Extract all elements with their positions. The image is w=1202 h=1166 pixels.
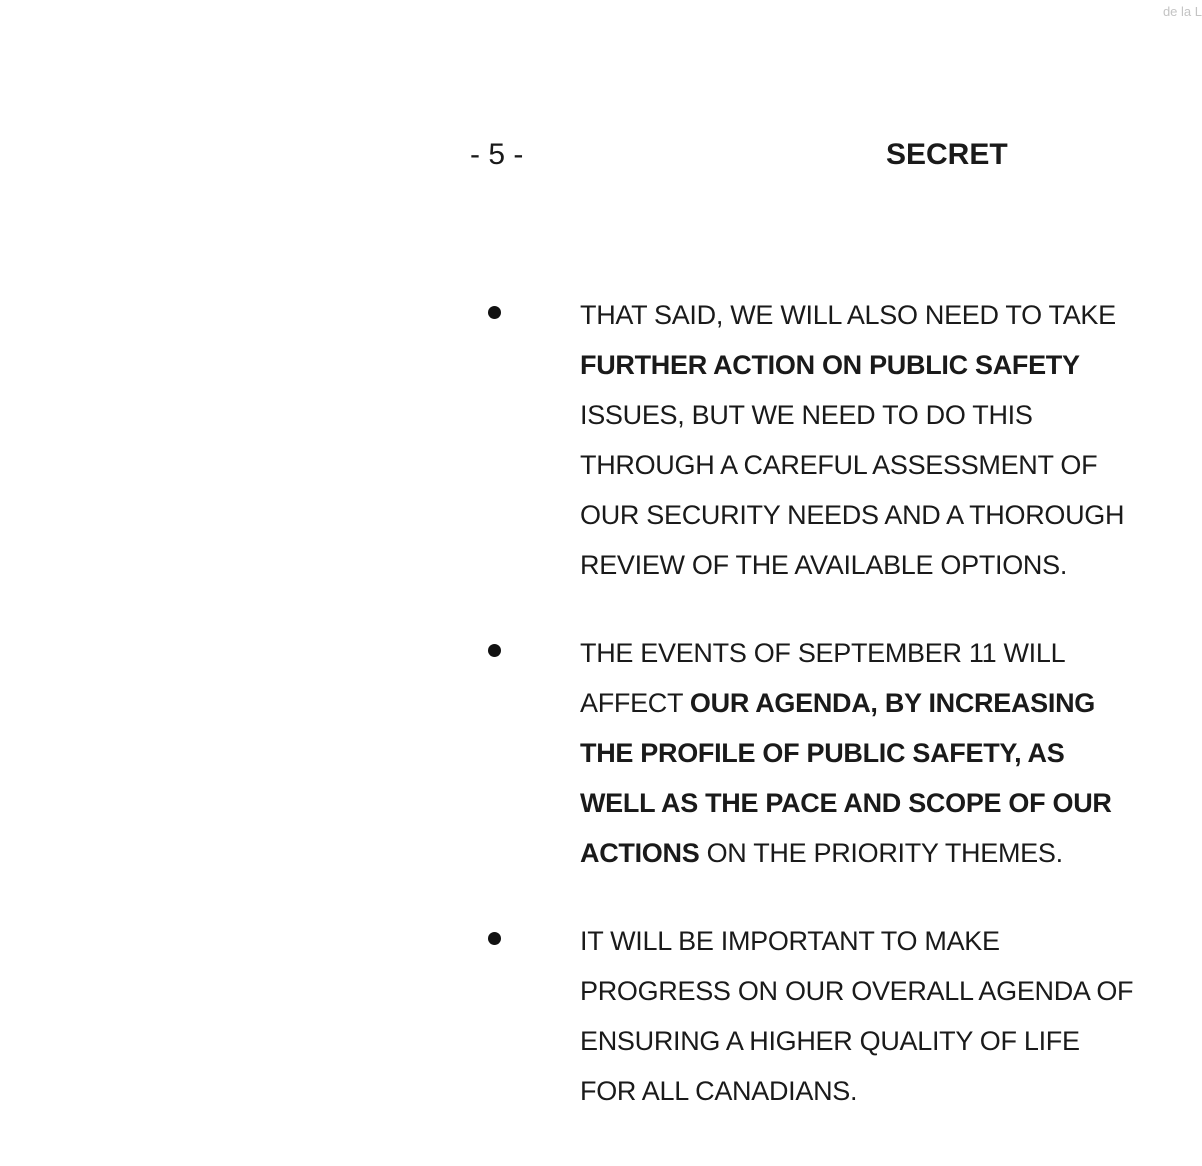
bullet-item-2 [480,628,1180,878]
bullet-text [580,290,1180,590]
page-number: - 5 - [470,138,524,171]
bullet-dot-icon [488,644,501,657]
bullet-line: THE EVENTS OF SEPTEMBER 11 WILL [580,638,1066,668]
bullet-line: THAT SAID, WE WILL ALSO NEED TO TAKE [580,300,1116,330]
bullet-line: FOR ALL CANADIANS. [580,1076,858,1106]
bullet-fragment-bold: ACTIONS [580,838,700,868]
bullet-line: PROGRESS ON OUR OVERALL AGENDA OF [580,976,1134,1006]
bullet-line: OUR SECURITY NEEDS AND A THOROUGH [580,500,1125,530]
bullet-fragment-bold: OUR AGENDA, BY INCREASING [689,688,1095,718]
bullet-text [580,916,1180,1116]
bullet-line-mixed [580,678,1180,728]
bullet-list [480,290,1180,1154]
bullet-item-3 [480,916,1180,1116]
bullet-fragment: AFFECT [580,688,683,718]
bullet-line: THROUGH A CAREFUL ASSESSMENT OF [580,450,1098,480]
bullet-fragment: ON THE PRIORITY THEMES. [706,838,1063,868]
bullet-line: ISSUES, BUT WE NEED TO DO THIS [580,400,1033,430]
bullet-dot-icon [488,306,501,319]
bullet-line-bold: THE PROFILE OF PUBLIC SAFETY, AS [580,738,1065,768]
bullet-dot-icon [488,932,501,945]
bullet-text [580,628,1180,878]
bullet-line: ENSURING A HIGHER QUALITY OF LIFE [580,1026,1080,1056]
bullet-line-mixed [580,828,1180,878]
bullet-line: REVIEW OF THE AVAILABLE OPTIONS. [580,550,1068,580]
classification-label: SECRET [886,138,1008,171]
bullet-item-1 [480,290,1180,590]
bullet-line-bold: FURTHER ACTION ON PUBLIC SAFETY [580,350,1080,380]
corner-stamp-text: de la L [1162,4,1202,19]
bullet-line-bold: WELL AS THE PACE AND SCOPE OF OUR [580,788,1112,818]
bullet-line: IT WILL BE IMPORTANT TO MAKE [580,926,1000,956]
